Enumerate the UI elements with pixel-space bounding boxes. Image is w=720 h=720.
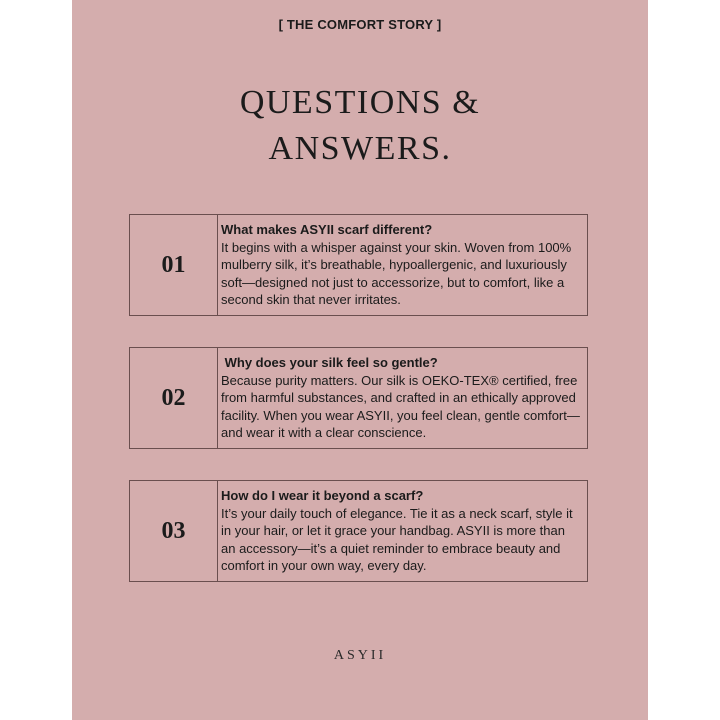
qa-item-2 [129,347,588,449]
page-title-line-2: ANSWERS. [268,130,452,167]
qa-answer: It’s your daily touch of elegance. Tie it as a neck scarf, style it in your hair, or let it grace your handbag. ASYII is more than an accessory—it’s a quiet reminder to embrace beauty and comfort in your own way, every day. [221,505,573,574]
qa-content [218,215,587,315]
qa-item-1 [129,214,588,316]
qa-number: 03 [130,481,218,581]
qa-content [218,348,587,448]
page-title-line-1: QUESTIONS & [239,84,481,121]
qa-question: How do I wear it beyond a scarf? [221,488,424,503]
section-tag: [ THE COMFORT STORY ] [278,17,442,32]
qa-question: Why does your silk feel so gentle? [221,355,438,370]
qa-item-3 [129,480,588,582]
page-title [72,80,648,172]
qa-number: 02 [130,348,218,448]
qa-answer: It begins with a whisper against your skin. Woven from 100% mulberry silk, it’s breathable, hypoallergenic, and luxuriously soft—designed not just to accessorize, but to comfort, like a second skin that never irritates. [221,239,572,308]
qa-number: 01 [130,215,218,315]
qa-content [218,481,587,581]
qa-question: What makes ASYII scarf different? [221,222,433,237]
content-panel [72,0,648,720]
qa-answer: Because purity matters. Our silk is OEKO-TEX® certified, free from harmful substances, and crafted in an ethically approved facility. When you wear ASYII, you feel clean, gentle comfort—and wear it with a clear conscience. [221,372,580,441]
brand-logo: ASYII [333,648,387,663]
